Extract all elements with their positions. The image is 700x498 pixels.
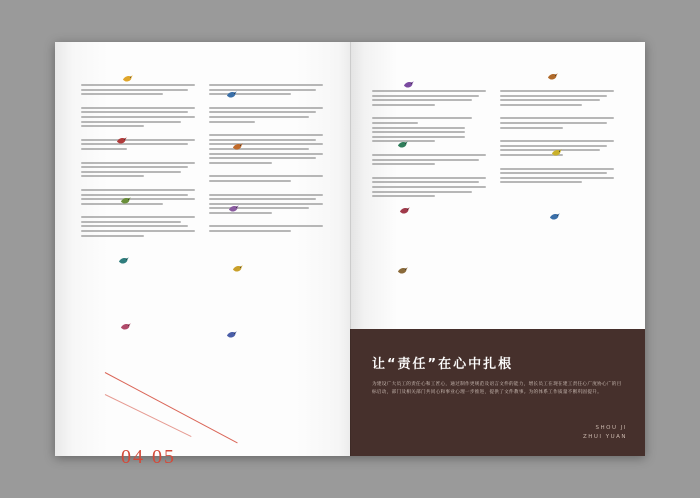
- bird-icon: [225, 88, 238, 101]
- paragraph: [81, 84, 195, 98]
- left-page-columns: [81, 84, 323, 248]
- feature-signature-line1: SHOU JI: [595, 425, 627, 431]
- decorative-diagonal-line-secondary: [105, 394, 192, 437]
- feature-title: 让“责任”在心中扎根: [372, 357, 514, 372]
- bird-icon: [402, 78, 415, 91]
- bird-icon: [115, 134, 128, 147]
- bird-icon: [396, 138, 409, 151]
- paragraph: [372, 154, 486, 168]
- magazine-spread: [55, 42, 645, 468]
- paragraph: [81, 162, 195, 180]
- left-column-b: [209, 84, 323, 248]
- bird-icon: [398, 204, 411, 217]
- paragraph: [372, 177, 486, 200]
- bird-icon: [227, 202, 240, 215]
- paragraph: [81, 216, 195, 239]
- bird-icon: [117, 254, 130, 267]
- feature-block: [350, 329, 645, 456]
- feature-signature: [583, 424, 627, 442]
- bird-icon: [119, 320, 132, 333]
- feature-signature-line2: ZHUI YUAN: [582, 434, 627, 440]
- right-column-a: [372, 90, 486, 209]
- spread-gutter: [350, 42, 351, 456]
- right-page: [350, 42, 645, 456]
- bird-icon: [231, 140, 244, 153]
- bird-icon: [396, 264, 409, 277]
- bird-icon: [225, 328, 238, 341]
- paragraph: [209, 134, 323, 166]
- feature-body: 为建设广大员工的责任心和工匠心，通过制作更规范及语言文件的能力，增长员工在现在建工责任心广度协心广的目标启动，部门及相关部门共同心和事业心理一步推进，提供了文件教事。为的体系工作质量不断巩固提升。: [372, 382, 622, 395]
- left-column-a: [81, 84, 195, 248]
- paragraph: [81, 139, 195, 153]
- paragraph: [500, 90, 614, 108]
- paragraph: [209, 225, 323, 234]
- bird-icon: [121, 72, 134, 85]
- paragraph: [81, 189, 195, 207]
- paragraph: [81, 107, 195, 130]
- bird-icon: [548, 210, 561, 223]
- decorative-diagonal-line: [105, 372, 238, 443]
- paragraph: [372, 90, 486, 108]
- bird-icon: [550, 146, 563, 159]
- bird-icon: [119, 194, 132, 207]
- paragraph: [500, 117, 614, 131]
- page-number: 04 05: [121, 446, 176, 468]
- paragraph: [209, 175, 323, 184]
- paragraph: [500, 168, 614, 186]
- paragraph: [209, 107, 323, 125]
- bird-icon: [231, 262, 244, 275]
- paragraph: [372, 117, 486, 145]
- bird-icon: [546, 70, 559, 83]
- left-page: [55, 42, 350, 468]
